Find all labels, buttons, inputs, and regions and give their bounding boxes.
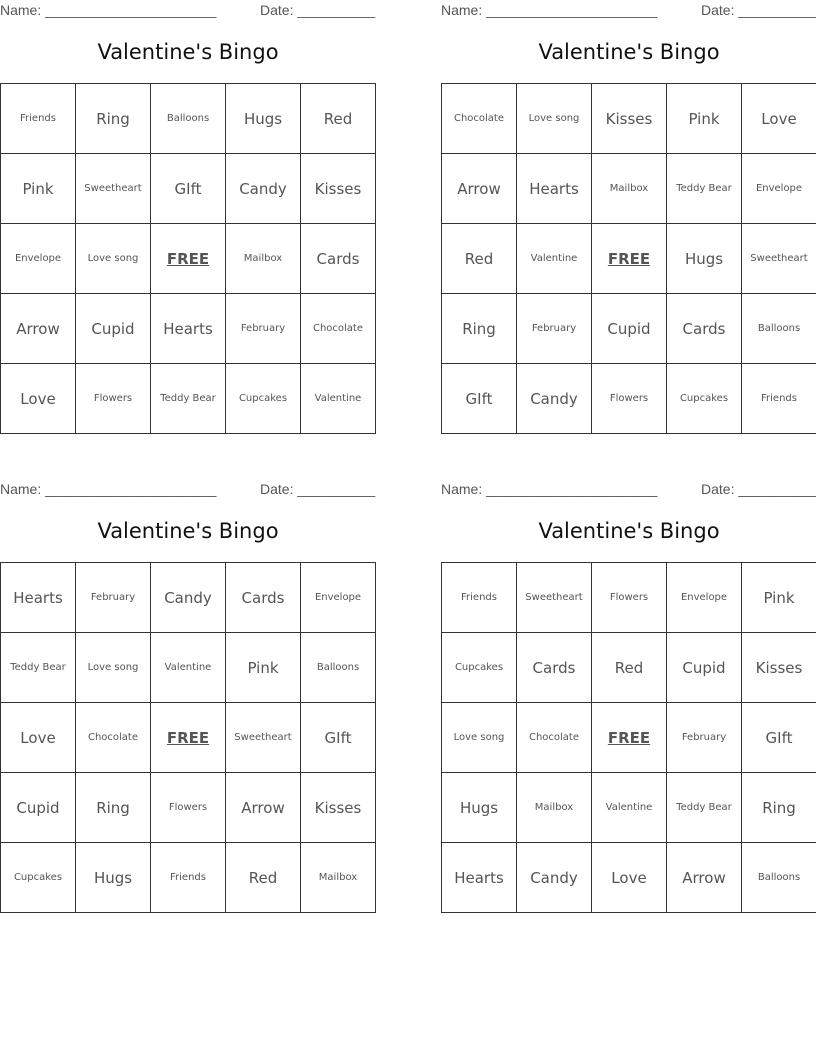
free-space[interactable]: FREE: [151, 703, 226, 773]
bingo-card-1: [0, 0, 376, 408]
bingo-cell[interactable]: Cupid: [76, 294, 151, 364]
bingo-cell[interactable]: Pink: [226, 633, 301, 703]
bingo-cell[interactable]: Friends: [742, 364, 816, 434]
bingo-cell[interactable]: February: [226, 294, 301, 364]
bingo-cell[interactable]: Sweetheart: [742, 224, 816, 294]
card-title: Valentine's Bingo: [97, 40, 279, 64]
grid-row: [442, 563, 816, 633]
bingo-card-3: [0, 479, 376, 887]
card-header: [441, 0, 816, 22]
bingo-cell[interactable]: Balloons: [151, 84, 226, 154]
bingo-cell[interactable]: Teddy Bear: [151, 364, 226, 434]
bingo-cell[interactable]: Hugs: [667, 224, 742, 294]
bingo-cell[interactable]: Pink: [667, 84, 742, 154]
bingo-cell[interactable]: Ring: [742, 773, 816, 843]
bingo-cell[interactable]: Sweetheart: [517, 563, 592, 633]
bingo-cell[interactable]: Arrow: [442, 154, 517, 224]
bingo-cell[interactable]: Hearts: [1, 563, 76, 633]
bingo-cell[interactable]: Sweetheart: [76, 154, 151, 224]
bingo-cell[interactable]: Cupid: [592, 294, 667, 364]
bingo-grid: [441, 562, 816, 913]
grid-row: [442, 843, 816, 913]
date-field[interactable]: Date: __________: [701, 2, 816, 18]
bingo-cell[interactable]: Mailbox: [301, 843, 376, 913]
bingo-cell[interactable]: Hearts: [517, 154, 592, 224]
date-field[interactable]: Date: __________: [701, 481, 816, 497]
bingo-cell[interactable]: Mailbox: [592, 154, 667, 224]
bingo-cell[interactable]: Valentine: [301, 364, 376, 434]
bingo-cell[interactable]: Hugs: [442, 773, 517, 843]
bingo-cell[interactable]: Kisses: [301, 154, 376, 224]
bingo-cell[interactable]: Envelope: [301, 563, 376, 633]
bingo-cell[interactable]: Flowers: [592, 563, 667, 633]
bingo-grid: [0, 83, 376, 434]
card-title: Valentine's Bingo: [97, 519, 279, 543]
grid-row: [442, 224, 816, 294]
grid-row: [1, 84, 376, 154]
bingo-cell[interactable]: Friends: [442, 563, 517, 633]
free-space[interactable]: FREE: [151, 224, 226, 294]
bingo-cell[interactable]: Kisses: [742, 633, 816, 703]
bingo-cell[interactable]: Cupid: [1, 773, 76, 843]
grid-row: [1, 773, 376, 843]
name-field[interactable]: Name: ______________________: [0, 2, 217, 18]
bingo-grid: [441, 83, 816, 434]
bingo-cell[interactable]: Red: [226, 843, 301, 913]
bingo-cell[interactable]: Cupcakes: [442, 633, 517, 703]
grid-row: [1, 224, 376, 294]
bingo-grid: [0, 562, 376, 913]
bingo-cell[interactable]: GIft: [442, 364, 517, 434]
bingo-cell[interactable]: Valentine: [517, 224, 592, 294]
bingo-cell[interactable]: Love: [1, 703, 76, 773]
bingo-cell[interactable]: Hugs: [226, 84, 301, 154]
bingo-cell[interactable]: Balloons: [742, 843, 816, 913]
bingo-cell[interactable]: Pink: [742, 563, 816, 633]
bingo-cell[interactable]: Friends: [151, 843, 226, 913]
bingo-cell[interactable]: Ring: [76, 773, 151, 843]
bingo-cell[interactable]: Teddy Bear: [667, 773, 742, 843]
bingo-cell[interactable]: Envelope: [1, 224, 76, 294]
bingo-cell[interactable]: Cupcakes: [1, 843, 76, 913]
grid-row: [442, 364, 816, 434]
bingo-cell[interactable]: Kisses: [301, 773, 376, 843]
bingo-cell[interactable]: Red: [301, 84, 376, 154]
bingo-cell[interactable]: Candy: [517, 364, 592, 434]
bingo-cell[interactable]: Love: [592, 843, 667, 913]
bingo-cell[interactable]: Flowers: [151, 773, 226, 843]
bingo-cell[interactable]: Balloons: [742, 294, 816, 364]
bingo-cell[interactable]: Cards: [301, 224, 376, 294]
bingo-cell[interactable]: Love song: [76, 633, 151, 703]
bingo-cell[interactable]: Candy: [517, 843, 592, 913]
bingo-cell[interactable]: Pink: [1, 154, 76, 224]
grid-row: [442, 294, 816, 364]
name-field[interactable]: Name: ______________________: [441, 2, 658, 18]
bingo-cell[interactable]: Cupcakes: [667, 364, 742, 434]
bingo-cell[interactable]: February: [667, 703, 742, 773]
bingo-cell[interactable]: Valentine: [151, 633, 226, 703]
bingo-cell[interactable]: GIft: [151, 154, 226, 224]
bingo-cell[interactable]: Chocolate: [301, 294, 376, 364]
grid-row: [1, 633, 376, 703]
bingo-cell[interactable]: Love: [742, 84, 816, 154]
bingo-cell[interactable]: Envelope: [742, 154, 816, 224]
bingo-cell[interactable]: Cupcakes: [226, 364, 301, 434]
grid-row: [442, 773, 816, 843]
bingo-cell[interactable]: Love song: [442, 703, 517, 773]
bingo-cell[interactable]: Ring: [76, 84, 151, 154]
name-field[interactable]: Name: ______________________: [441, 481, 658, 497]
bingo-cell[interactable]: Love song: [517, 84, 592, 154]
card-header: [0, 0, 376, 22]
bingo-cell[interactable]: February: [76, 563, 151, 633]
bingo-cell[interactable]: Cards: [517, 633, 592, 703]
card-title: Valentine's Bingo: [538, 519, 720, 543]
bingo-cell[interactable]: Chocolate: [517, 703, 592, 773]
bingo-cell[interactable]: Kisses: [592, 84, 667, 154]
bingo-cell[interactable]: Ring: [442, 294, 517, 364]
bingo-cell[interactable]: Hearts: [442, 843, 517, 913]
date-field[interactable]: Date: __________: [260, 481, 376, 497]
bingo-cell[interactable]: Arrow: [667, 843, 742, 913]
bingo-cell[interactable]: Arrow: [226, 773, 301, 843]
bingo-cell[interactable]: Valentine: [592, 773, 667, 843]
grid-row: [1, 364, 376, 434]
bingo-cell[interactable]: Balloons: [301, 633, 376, 703]
bingo-cell[interactable]: Hugs: [76, 843, 151, 913]
grid-row: [1, 703, 376, 773]
bingo-cell[interactable]: Mailbox: [517, 773, 592, 843]
card-header: [0, 479, 376, 501]
card-title: Valentine's Bingo: [538, 40, 720, 64]
bingo-cell[interactable]: Red: [592, 633, 667, 703]
grid-row: [442, 633, 816, 703]
grid-row: [442, 703, 816, 773]
bingo-cell[interactable]: GIft: [301, 703, 376, 773]
grid-row: [1, 843, 376, 913]
bingo-cell[interactable]: Candy: [226, 154, 301, 224]
bingo-cell[interactable]: Chocolate: [442, 84, 517, 154]
card-header: [441, 479, 816, 501]
grid-row: [1, 294, 376, 364]
bingo-cell[interactable]: Flowers: [76, 364, 151, 434]
bingo-cell[interactable]: Chocolate: [76, 703, 151, 773]
free-space[interactable]: FREE: [592, 703, 667, 773]
bingo-cell[interactable]: GIft: [742, 703, 816, 773]
bingo-cell[interactable]: Cards: [226, 563, 301, 633]
bingo-cell[interactable]: Candy: [151, 563, 226, 633]
free-space[interactable]: FREE: [592, 224, 667, 294]
bingo-cell[interactable]: Teddy Bear: [667, 154, 742, 224]
bingo-cell[interactable]: Arrow: [1, 294, 76, 364]
bingo-cell[interactable]: February: [517, 294, 592, 364]
bingo-cell[interactable]: Teddy Bear: [1, 633, 76, 703]
bingo-cell[interactable]: Cupid: [667, 633, 742, 703]
bingo-cell[interactable]: Envelope: [667, 563, 742, 633]
bingo-cell[interactable]: Friends: [1, 84, 76, 154]
bingo-cell[interactable]: Mailbox: [226, 224, 301, 294]
grid-row: [1, 563, 376, 633]
bingo-cell[interactable]: Sweetheart: [226, 703, 301, 773]
bingo-cell[interactable]: Love song: [76, 224, 151, 294]
bingo-card-2: [441, 0, 816, 408]
bingo-cell[interactable]: Hearts: [151, 294, 226, 364]
grid-row: [1, 154, 376, 224]
bingo-cell[interactable]: Cards: [667, 294, 742, 364]
grid-row: [442, 84, 816, 154]
bingo-cell[interactable]: Love: [1, 364, 76, 434]
name-field[interactable]: Name: ______________________: [0, 481, 217, 497]
grid-row: [442, 154, 816, 224]
bingo-cell[interactable]: Red: [442, 224, 517, 294]
bingo-cell[interactable]: Flowers: [592, 364, 667, 434]
bingo-card-4: [441, 479, 816, 887]
date-field[interactable]: Date: __________: [260, 2, 376, 18]
